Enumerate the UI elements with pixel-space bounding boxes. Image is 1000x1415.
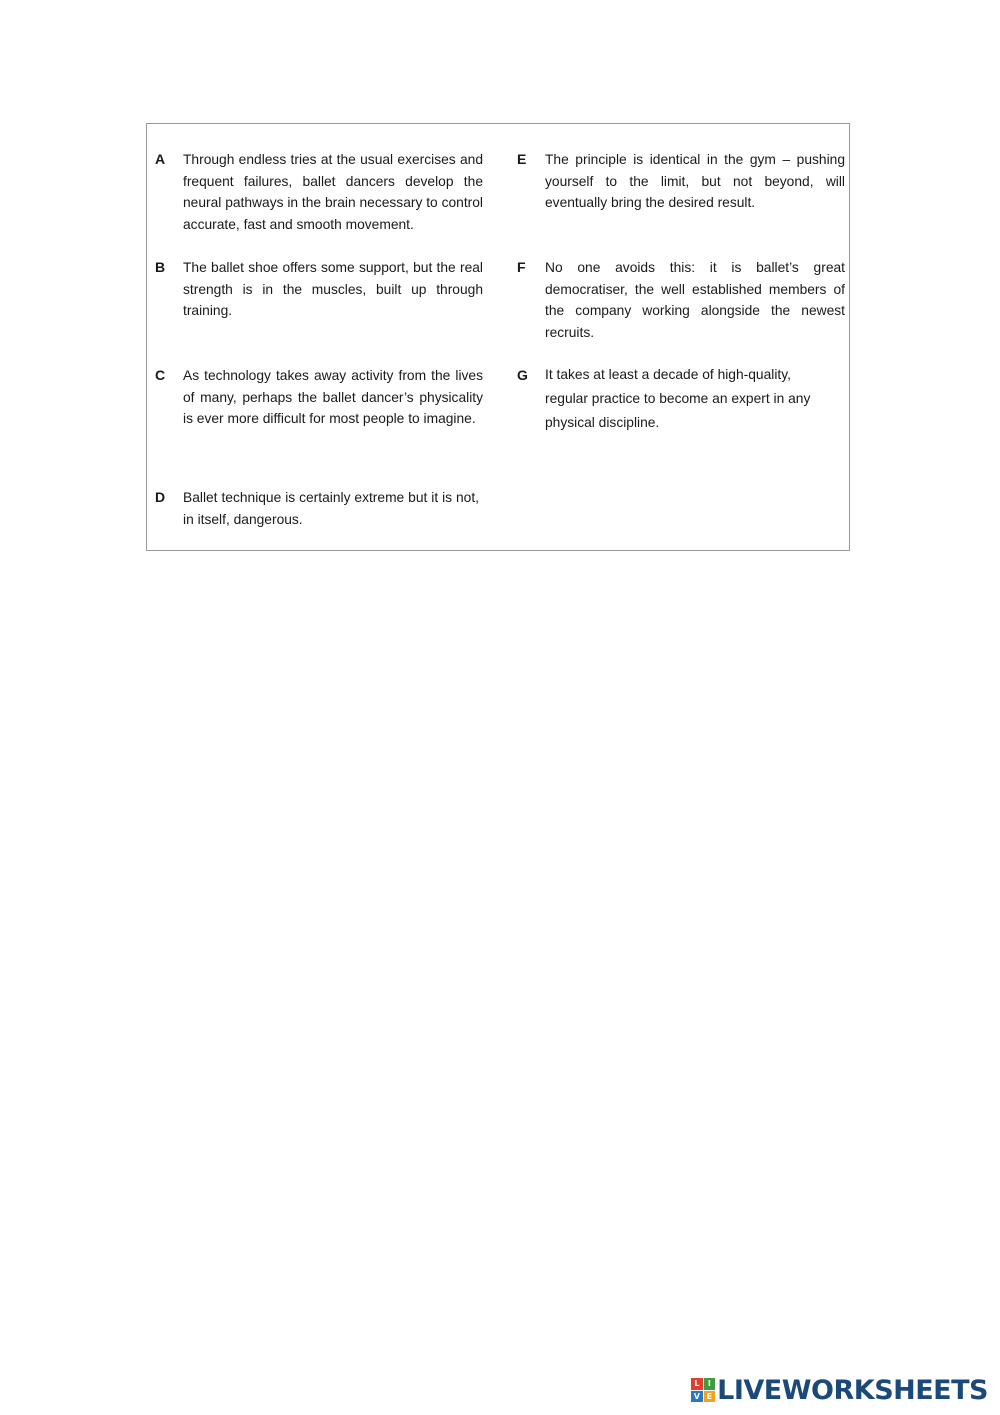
option-letter: D — [155, 489, 166, 505]
option-text: No one avoids this: it is ballet’s great democratiser, the well established members of the company working alongside the newest recruits. — [545, 260, 845, 341]
option-letter: B — [155, 259, 166, 275]
logo-mark-i: I — [704, 1378, 716, 1390]
liveworksheets-logo — [691, 1373, 988, 1407]
logo-mark-icon — [691, 1378, 715, 1402]
option-text: As technology takes away activity from the lives of many, perhaps the ballet dancer’s physicality is ever more difficult for most people to imagine. — [183, 368, 483, 427]
option-letter: A — [155, 151, 166, 167]
logo-mark-l: L — [691, 1378, 703, 1390]
option-text: The principle is identical in the gym – pushing yourself to the limit, but not beyond, will eventually bring the desired result. — [545, 152, 845, 211]
option-text: Through endless tries at the usual exercises and frequent failures, ballet dancers develop the neural pathways in the brain necessary to control accurate, fast and smooth movement. — [183, 152, 483, 233]
option-letter: F — [517, 259, 526, 275]
logo-mark-e: E — [704, 1391, 716, 1403]
option-text: It takes at least a decade of high-quality, regular practice to become an expert in any physical discipline. — [545, 367, 811, 431]
logo-mark-v: V — [691, 1391, 703, 1403]
options-box — [146, 123, 850, 551]
logo-text: LIVEWORKSHEETS — [717, 1374, 988, 1406]
option-letter: G — [517, 367, 528, 383]
option-letter: C — [155, 367, 166, 383]
option-text: The ballet shoe offers some support, but the real strength is in the muscles, built up through training. — [183, 260, 483, 319]
option-letter: E — [517, 151, 527, 167]
option-text: Ballet technique is certainly extreme but it is not, in itself, dangerous. — [183, 490, 479, 527]
